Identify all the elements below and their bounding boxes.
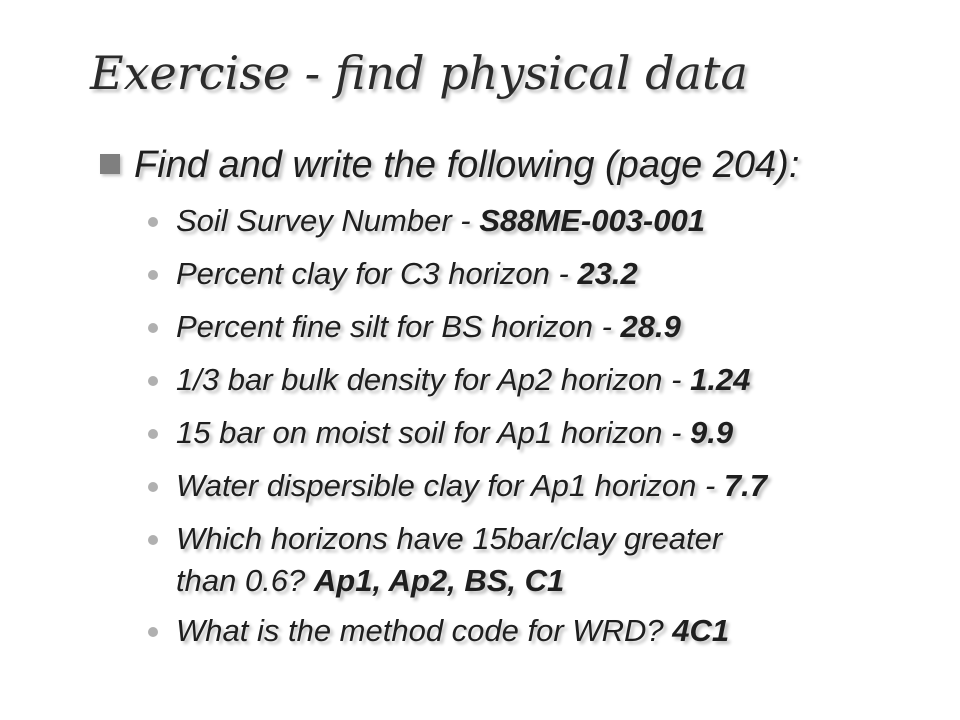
answer-text: S88ME-003-001 — [479, 203, 705, 238]
round-bullet-icon — [148, 429, 158, 439]
answer-text: 28.9 — [620, 309, 681, 344]
question-text: 15 bar on moist soil for Ap1 horizon - — [176, 415, 691, 450]
answer-item — [148, 518, 767, 602]
answer-list — [148, 200, 767, 663]
main-bullet-text: Find and write the following (page 204): — [134, 144, 800, 186]
round-bullet-icon — [148, 482, 158, 492]
question-text: Percent fine silt for BS horizon - — [176, 309, 621, 344]
answer-text: 1.24 — [690, 362, 751, 397]
answer-item — [148, 412, 767, 454]
slide-title: Exercise - find physical data — [90, 46, 748, 100]
square-bullet-icon — [100, 154, 120, 174]
question-text: Soil Survey Number - — [176, 203, 480, 238]
round-bullet-icon — [148, 627, 158, 637]
answer-item — [148, 359, 767, 401]
answer-text: Ap1, Ap2, BS, C1 — [313, 563, 565, 598]
main-bullet-point — [100, 140, 799, 190]
answer-item — [148, 200, 767, 242]
question-text: than 0.6? — [176, 563, 314, 598]
question-text: Water dispersible clay for Ap1 horizon - — [176, 468, 724, 503]
answer-text: 7.7 — [723, 468, 768, 503]
round-bullet-icon — [148, 270, 158, 280]
answer-item — [148, 253, 767, 295]
round-bullet-icon — [148, 217, 158, 227]
answer-text: 4C1 — [672, 613, 730, 648]
answer-item — [148, 610, 767, 652]
question-text: Percent clay for C3 horizon - — [176, 256, 578, 291]
round-bullet-icon — [148, 376, 158, 386]
answer-text: 23.2 — [577, 256, 638, 291]
round-bullet-icon — [148, 535, 158, 545]
question-text: 1/3 bar bulk density for Ap2 horizon - — [176, 362, 691, 397]
question-text: Which horizons have 15bar/clay greater — [176, 521, 723, 556]
answer-text: 9.9 — [690, 415, 734, 450]
round-bullet-icon — [148, 323, 158, 333]
answer-item — [148, 465, 767, 507]
answer-item — [148, 306, 767, 348]
question-text: What is the method code for WRD? — [176, 613, 673, 648]
